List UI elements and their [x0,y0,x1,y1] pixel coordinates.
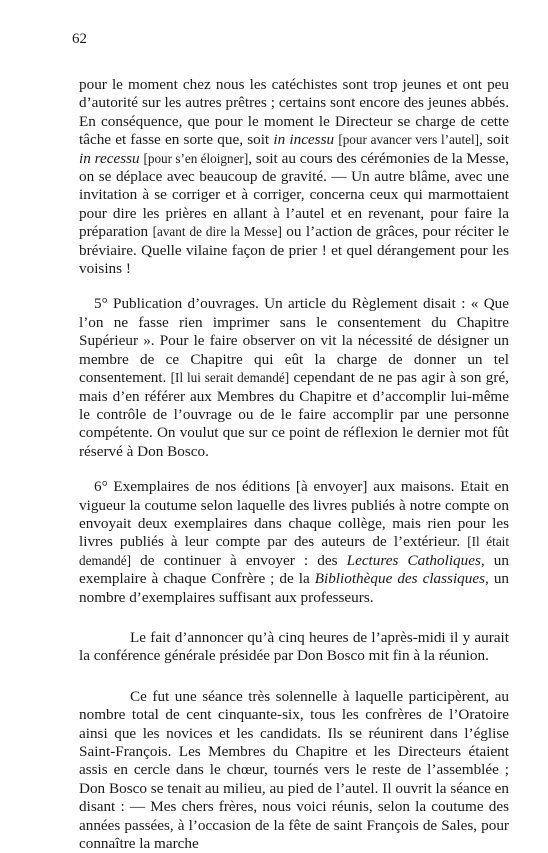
text-run: pour le moment chez nous les catéchistes sont trop jeunes et ont peu d’autorité sur les autres prêtres ; certains sont encore des jeunes abbés. En conséquence, que pour le moment le Directeur se charge de cette tâche et fasse en sorte que, soit [79,76,509,149]
text-run: Le fait d’annoncer qu’à cinq heures de l’après-midi il y aurait la conférence générale présidée par Don Bosco mit fin à la réunion. [79,628,509,665]
paragraph [79,688,509,853]
italic-text: Bibliothèque des classiques [314,570,486,588]
italic-text: in recessu [79,149,140,167]
italic-text: in incessu [273,131,335,149]
text-run: 5° Publication d’ouvrages. Un article du Règlement disait : « Que l’on ne fasse rien imprimer sans le consentement du Chapitre Supérieur ». Pour le faire observer on vit la nécessité de désigner un membre de ce Chapitre qui eût la charge de donner un tel consentement. [79,295,509,387]
bracketed-note: [Il était demandé] [79,534,509,568]
text-run: de continuer à envoyer : des [131,551,347,569]
text-run: , un exemplaire à chaque Confrère ; de la [79,551,509,588]
text-run: 6° Exemplaires de nos éditions [à envoyer] aux maisons. Etait en vigueur la coutume selon laquelle des livres publiés à notre compte on envoyait deux exemplaires dans chaque collège, mais rien pour les livres publiés à leur compte par des auteurs de l’extérieur. [79,478,509,551]
bracketed-note: [avant de dire la Messe] [152,224,282,240]
text-run: , soit au cours des cérémonies de la Messe, on se déplace avec beaucoup de gravité. — Un autre blâme, avec une invitation à se corriger et à corriger, concerna ceux qui marmottaient pour dire les prières en allant à l’autel et en revenant, pour faire la préparation [79,149,509,241]
text-run: ou l’action de grâces, pour réciter le bréviaire. Quelle vilaine façon de prier ! et quel dérangement pour les voisins ! [79,223,509,278]
paragraph [79,295,509,461]
text-run: Ce fut une séance très solennelle à laquelle participèrent, au nombre total de cent cinquante-six, tous les confrères de l’Oratoire ainsi que les novices et les candidats. Ils se réunirent dans l’église Saint-François. Les Membres du Chapitre et les Directeurs étaient assis en cercle dans le chœur, tournés vers le reste de l’assemblée ; Don Bosco se tenait au milieu, au pied de l’autel. Il ouvrit la séance en disant : — Mes chers frères, nous voici réunis, selon la coutume des années passées, à l’occasion de la fête de saint François de Sales, pour connaître la marche [79,687,509,853]
bracketed-note: [Il lui serait demandé] [170,370,290,386]
paragraph [79,76,509,278]
text-run: , soit [479,131,509,149]
body-text [79,76,509,853]
paragraph [79,478,509,607]
paragraph [79,629,509,666]
bracketed-note: [pour s’en éloigner] [143,150,249,166]
bracketed-note: [pour avancer vers l’autel] [338,132,480,148]
text-run: cependant de ne pas agir à son gré, mais d’en référer aux Membres du Chapitre et d’accomplir lui-même le contrôle de l’ouvrage ou de le faire accomplir par une personne compétente. On voulut que sur ce point de réflexion le dernier mot fût réservé à Don Bosco. [79,369,509,460]
page-number: 62 [72,31,87,47]
italic-text: Lectures Catholiques [346,551,481,569]
text-run: , un nombre d’exemplaires suffisant aux professeurs. [79,570,510,606]
